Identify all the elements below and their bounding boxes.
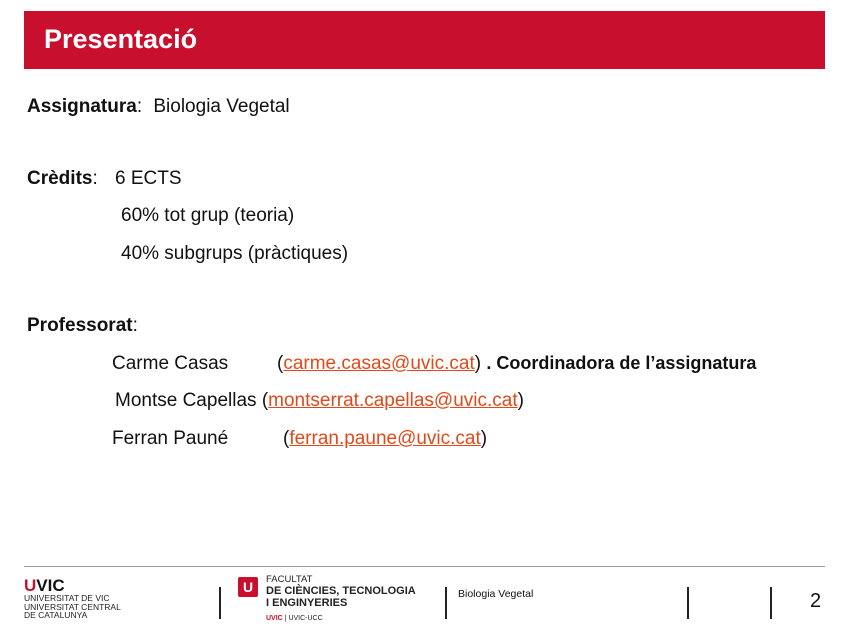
page-number: 2 (810, 590, 822, 612)
footer-separator (219, 587, 221, 619)
assignatura-label: Assignatura (27, 96, 137, 117)
title-banner (24, 11, 825, 69)
footer-course-name: Biologia Vegetal (458, 588, 534, 600)
uvic-logo-line: UNIVERSITAT DE VIC (24, 593, 110, 603)
footer-separator (445, 587, 447, 619)
footer-divider (24, 566, 825, 567)
email-open-paren: ( (283, 428, 290, 449)
faculty-name-line-2: I ENGINYERIES (266, 597, 348, 609)
faculty-badge-icon: U (238, 577, 258, 597)
footer-separator (687, 587, 689, 619)
uvic-wordmark: UVIC (24, 576, 65, 595)
coordinator-role: . Coordinadora de l’assignatura (486, 353, 757, 373)
professor-name: Montse Capellas (115, 390, 257, 411)
credits-colon: : (92, 168, 98, 189)
faculty-name-line-1: DE CIÈNCIES, TECNOLOGIA (266, 585, 416, 597)
credits-breakdown-2: 40% subgrups (pràctiques) (121, 243, 349, 264)
credits-breakdown-1: 60% tot grup (teoria) (121, 205, 295, 226)
assignatura-colon: : (136, 96, 143, 117)
professor-name: Carme Casas (112, 353, 229, 374)
email-close-paren: ) (474, 353, 482, 374)
credits-row (27, 168, 182, 190)
professorat-colon: : (132, 315, 138, 336)
faculty-label: FACULTAT (266, 574, 313, 585)
email-link[interactable]: carme.casas@uvic.cat (283, 353, 475, 374)
email-open-paren: ( (277, 353, 284, 374)
email-open-paren: ( (261, 390, 269, 411)
professor-row (115, 390, 524, 412)
assignatura-value: Biologia Vegetal (153, 96, 290, 117)
uvic-logo-line: DE CATALUNYA (24, 610, 88, 620)
credits-value: 6 ECTS (115, 168, 182, 189)
slide-title: Presentació (44, 24, 198, 54)
email-link[interactable]: ferran.paune@uvic.cat (289, 428, 481, 449)
email-link[interactable]: montserrat.capellas@uvic.cat (268, 390, 518, 411)
uvic-logo-line: UNIVERSITAT CENTRAL (24, 601, 121, 612)
email-close-paren: ) (480, 428, 488, 449)
professorat-label: Professorat (27, 315, 133, 336)
professor-name: Ferran Pauné (112, 428, 229, 449)
credits-label: Crèdits (27, 168, 93, 189)
assignatura-row (27, 96, 290, 118)
professor-row (112, 428, 487, 450)
professor-row (112, 352, 756, 375)
email-close-paren: ) (517, 390, 524, 411)
faculty-tagline: UVIC | UVIC-UCC (266, 615, 323, 622)
footer-separator (770, 587, 772, 619)
professorat-row (27, 315, 138, 337)
uvic-logo (24, 577, 121, 620)
faculty-logo (266, 574, 416, 624)
